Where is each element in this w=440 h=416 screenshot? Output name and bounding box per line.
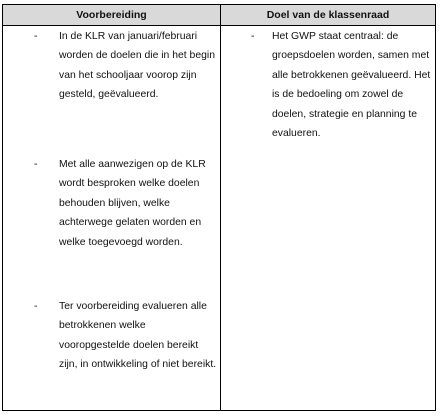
left-item-3-text: Ter voorbereiding evalueren alle betrokkenen welke vooropgestelde doelen bereikt zijn, in ontwikkeling of niet bereikt.: [59, 301, 217, 371]
right-item-1-text: Het GWP staat centraal: de groepsdoelen worden, samen met alle betrokkenen geëvalueerd. Het is de bedoeling om zowel de doelen, strategie en planning te evalueren.: [272, 31, 431, 140]
right-list-item-1: [221, 27, 435, 187]
left-list-item-2: [3, 155, 220, 255]
left-item-2-text: Met alle aanwezigen op de KLR wordt besproken welke doelen behouden blijven, welke achterwege gelaten worden en welke toegevoegd worden.: [59, 159, 206, 248]
left-list-item-1: [3, 27, 220, 127]
bullet-dash: -: [34, 301, 38, 312]
header-doel-klassenraad: Doel van de klassenraad: [266, 9, 390, 21]
bullet-dash: -: [251, 31, 255, 42]
header-voorbereiding: Voorbereiding: [76, 9, 147, 21]
left-item-1-text: In de KLR van januari/februari worden de doelen die in het begin van het schooljaar voorop zijn gesteld, geëvalueerd.: [59, 31, 215, 101]
table-header-row: [3, 5, 435, 26]
bullet-dash: -: [34, 31, 38, 42]
left-list-item-3: [3, 297, 220, 397]
klassenraad-table: [2, 4, 436, 411]
bullet-dash: -: [34, 159, 38, 170]
